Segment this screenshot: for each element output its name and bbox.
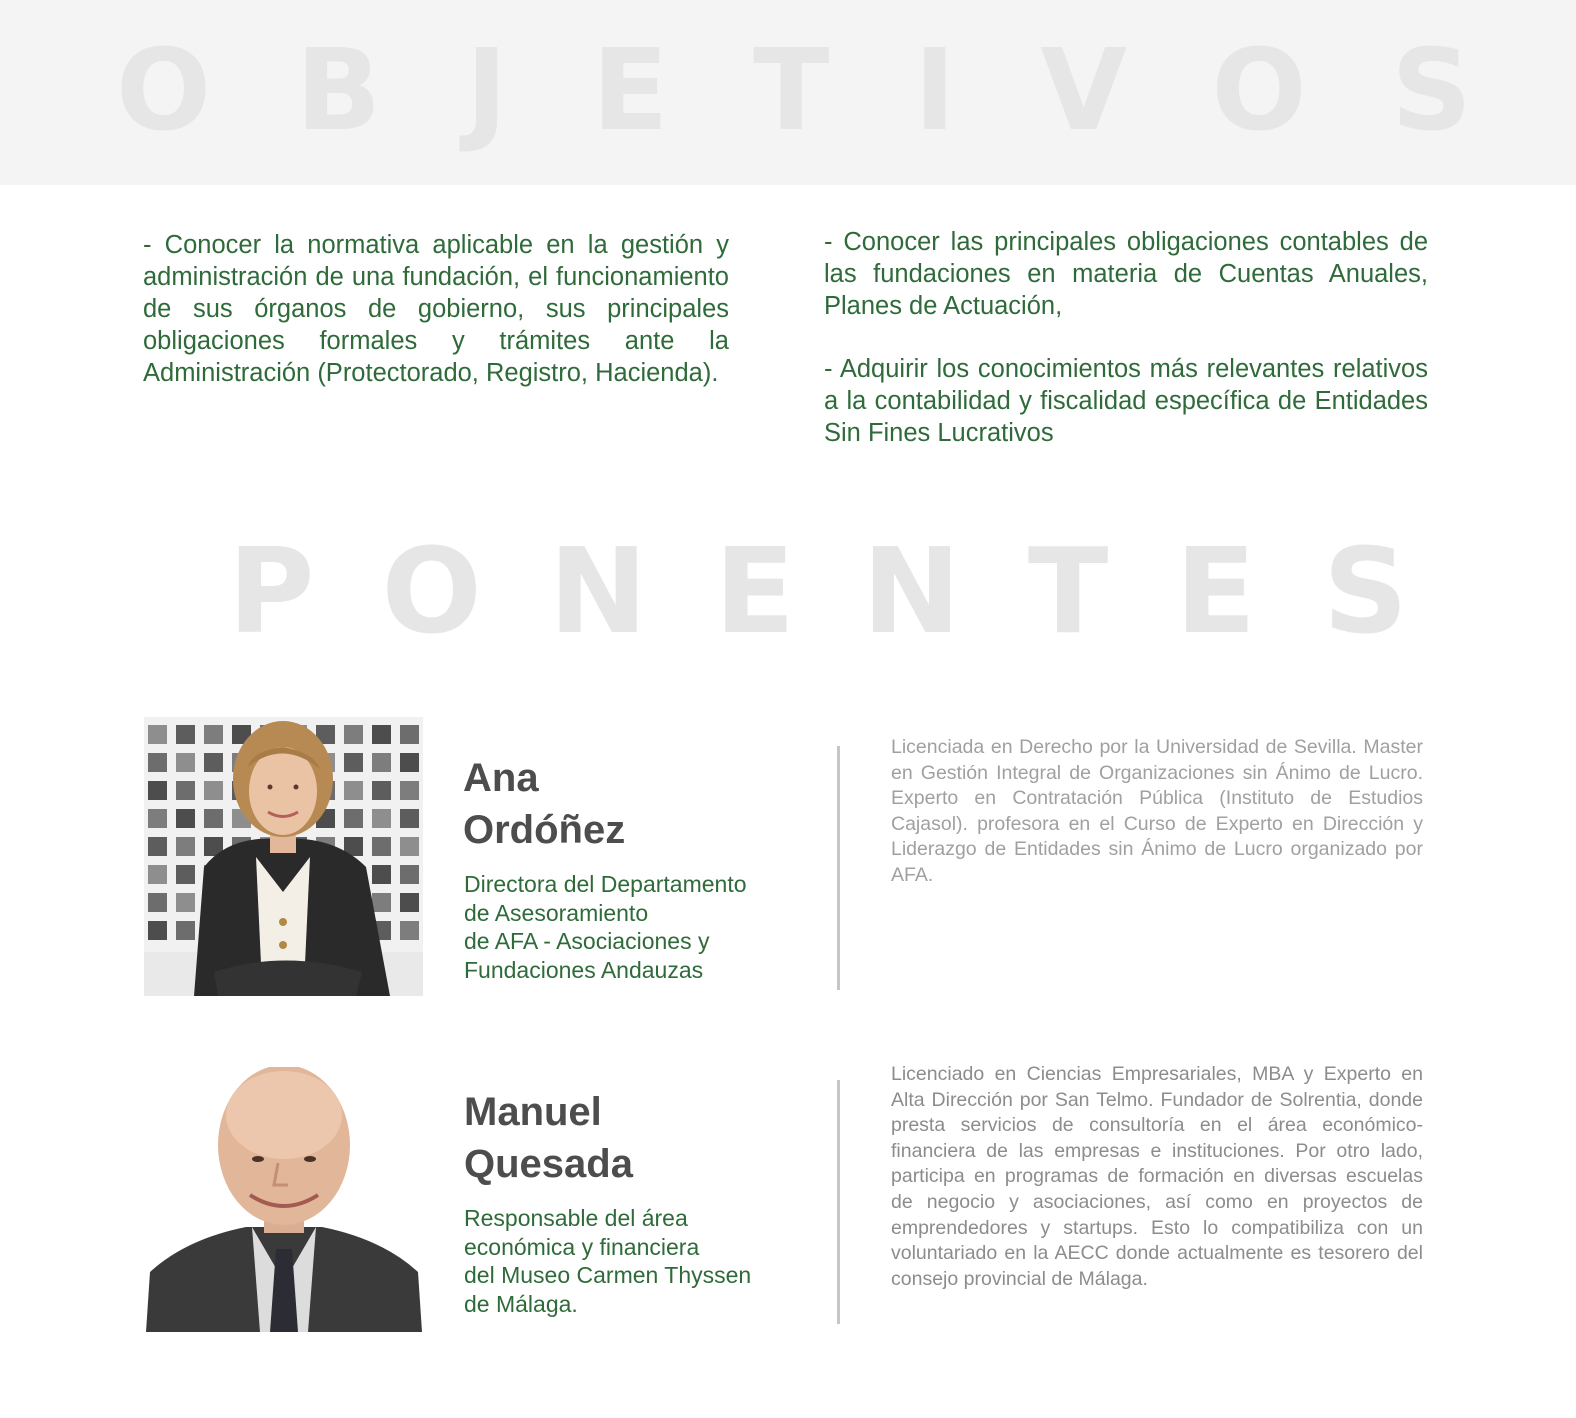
objetivo-paragraph: - Conocer la normativa aplicable en la gestión y administración de una fundación, el funcionamiento de sus órganos de gobierno, sus principales obligaciones formales y trámites ante la Administración (Protectorado, Registro, Hacienda). (143, 231, 729, 387)
role-line: económica y financiera (464, 1233, 700, 1260)
speaker-last-name: Ordóñez (463, 808, 626, 852)
heading-letter: N (548, 522, 648, 660)
speaker-first-name: Manuel (464, 1090, 602, 1134)
heading-letter: T (1027, 522, 1109, 660)
role-line: de AFA - Asociaciones y (464, 928, 710, 954)
heading-letter: V (1040, 26, 1127, 156)
speaker-name-ana (463, 752, 625, 856)
heading-letter: P (228, 522, 315, 660)
speaker-last-name: Quesada (464, 1142, 633, 1186)
heading-letter: E (591, 26, 669, 156)
objetivo-paragraph: - Conocer las principales obligaciones contables de las fundaciones en materia de Cuentas Anuales, Planes de Actuación, (824, 228, 1428, 320)
role-line: de Málaga. (464, 1290, 578, 1317)
objetivos-heading (116, 26, 1472, 156)
heading-letter: O (116, 26, 212, 156)
heading-letter: T (753, 26, 830, 156)
ponentes-heading (228, 522, 1408, 660)
heading-letter: O (381, 522, 482, 660)
objetivos-right-column (824, 226, 1428, 449)
speaker-role-ana (464, 870, 747, 984)
role-line: de Asesoramiento (464, 899, 649, 926)
role-line: Fundaciones Andauzas (464, 956, 704, 983)
heading-letter: E (1175, 522, 1256, 660)
speaker-name-manuel (464, 1086, 633, 1190)
heading-letter: S (1391, 26, 1472, 156)
speaker-photo-manuel (146, 1067, 422, 1332)
speaker-bio-manuel: Licenciado en Ciencias Empresariales, MBA y Experto en Alta Dirección por San Telmo. Fundador de Solrentia, donde presta servicios de consultoría en el área económico-financiera de las empresas e instituciones. Por otro lado, participa en programas de formación en diversas escuelas de negocio y asociaciones, así como en proyectos de emprendedores y startups. Esto lo compatibiliza con un voluntariado en la AECC donde actualmente es tesorero del consejo provincial de Málaga. (891, 1063, 1423, 1290)
vertical-divider (837, 1080, 840, 1324)
speaker-first-name: Ana (463, 756, 539, 800)
heading-letter: B (295, 26, 382, 156)
heading-letter: N (862, 522, 961, 660)
heading-letter: O (1211, 26, 1307, 156)
heading-letter: J (465, 26, 508, 156)
portrait-ana-image (144, 717, 423, 996)
vertical-divider (837, 746, 840, 990)
objetivo-paragraph: - Adquirir los conocimientos más relevantes relativos a la contabilidad y fiscalidad específica de Entidades Sin Fines Lucrativos (824, 355, 1428, 447)
portrait-manuel-image (146, 1067, 422, 1332)
role-line: Responsable del área (464, 1205, 688, 1231)
objetivos-left-column (143, 229, 729, 389)
speaker-bio-ana: Licenciada en Derecho por la Universidad de Sevilla. Master en Gestión Integral de Organizaciones sin Ánimo de Lucro. Experto en Contratación Pública (Instituto de Estudios Cajasol). profesora en el Curso de Experto en Dirección y Liderazgo de Entidades sin Ánimo de Lucro organizado por AFA. (891, 736, 1423, 886)
heading-letter: I (914, 26, 956, 156)
role-line: del Museo Carmen Thyssen (464, 1262, 752, 1288)
heading-letter: S (1322, 522, 1408, 660)
role-line: Directora del Departamento (464, 871, 747, 897)
speaker-role-manuel (464, 1204, 751, 1318)
speaker-photo-ana (144, 717, 423, 996)
heading-letter: E (714, 522, 796, 660)
